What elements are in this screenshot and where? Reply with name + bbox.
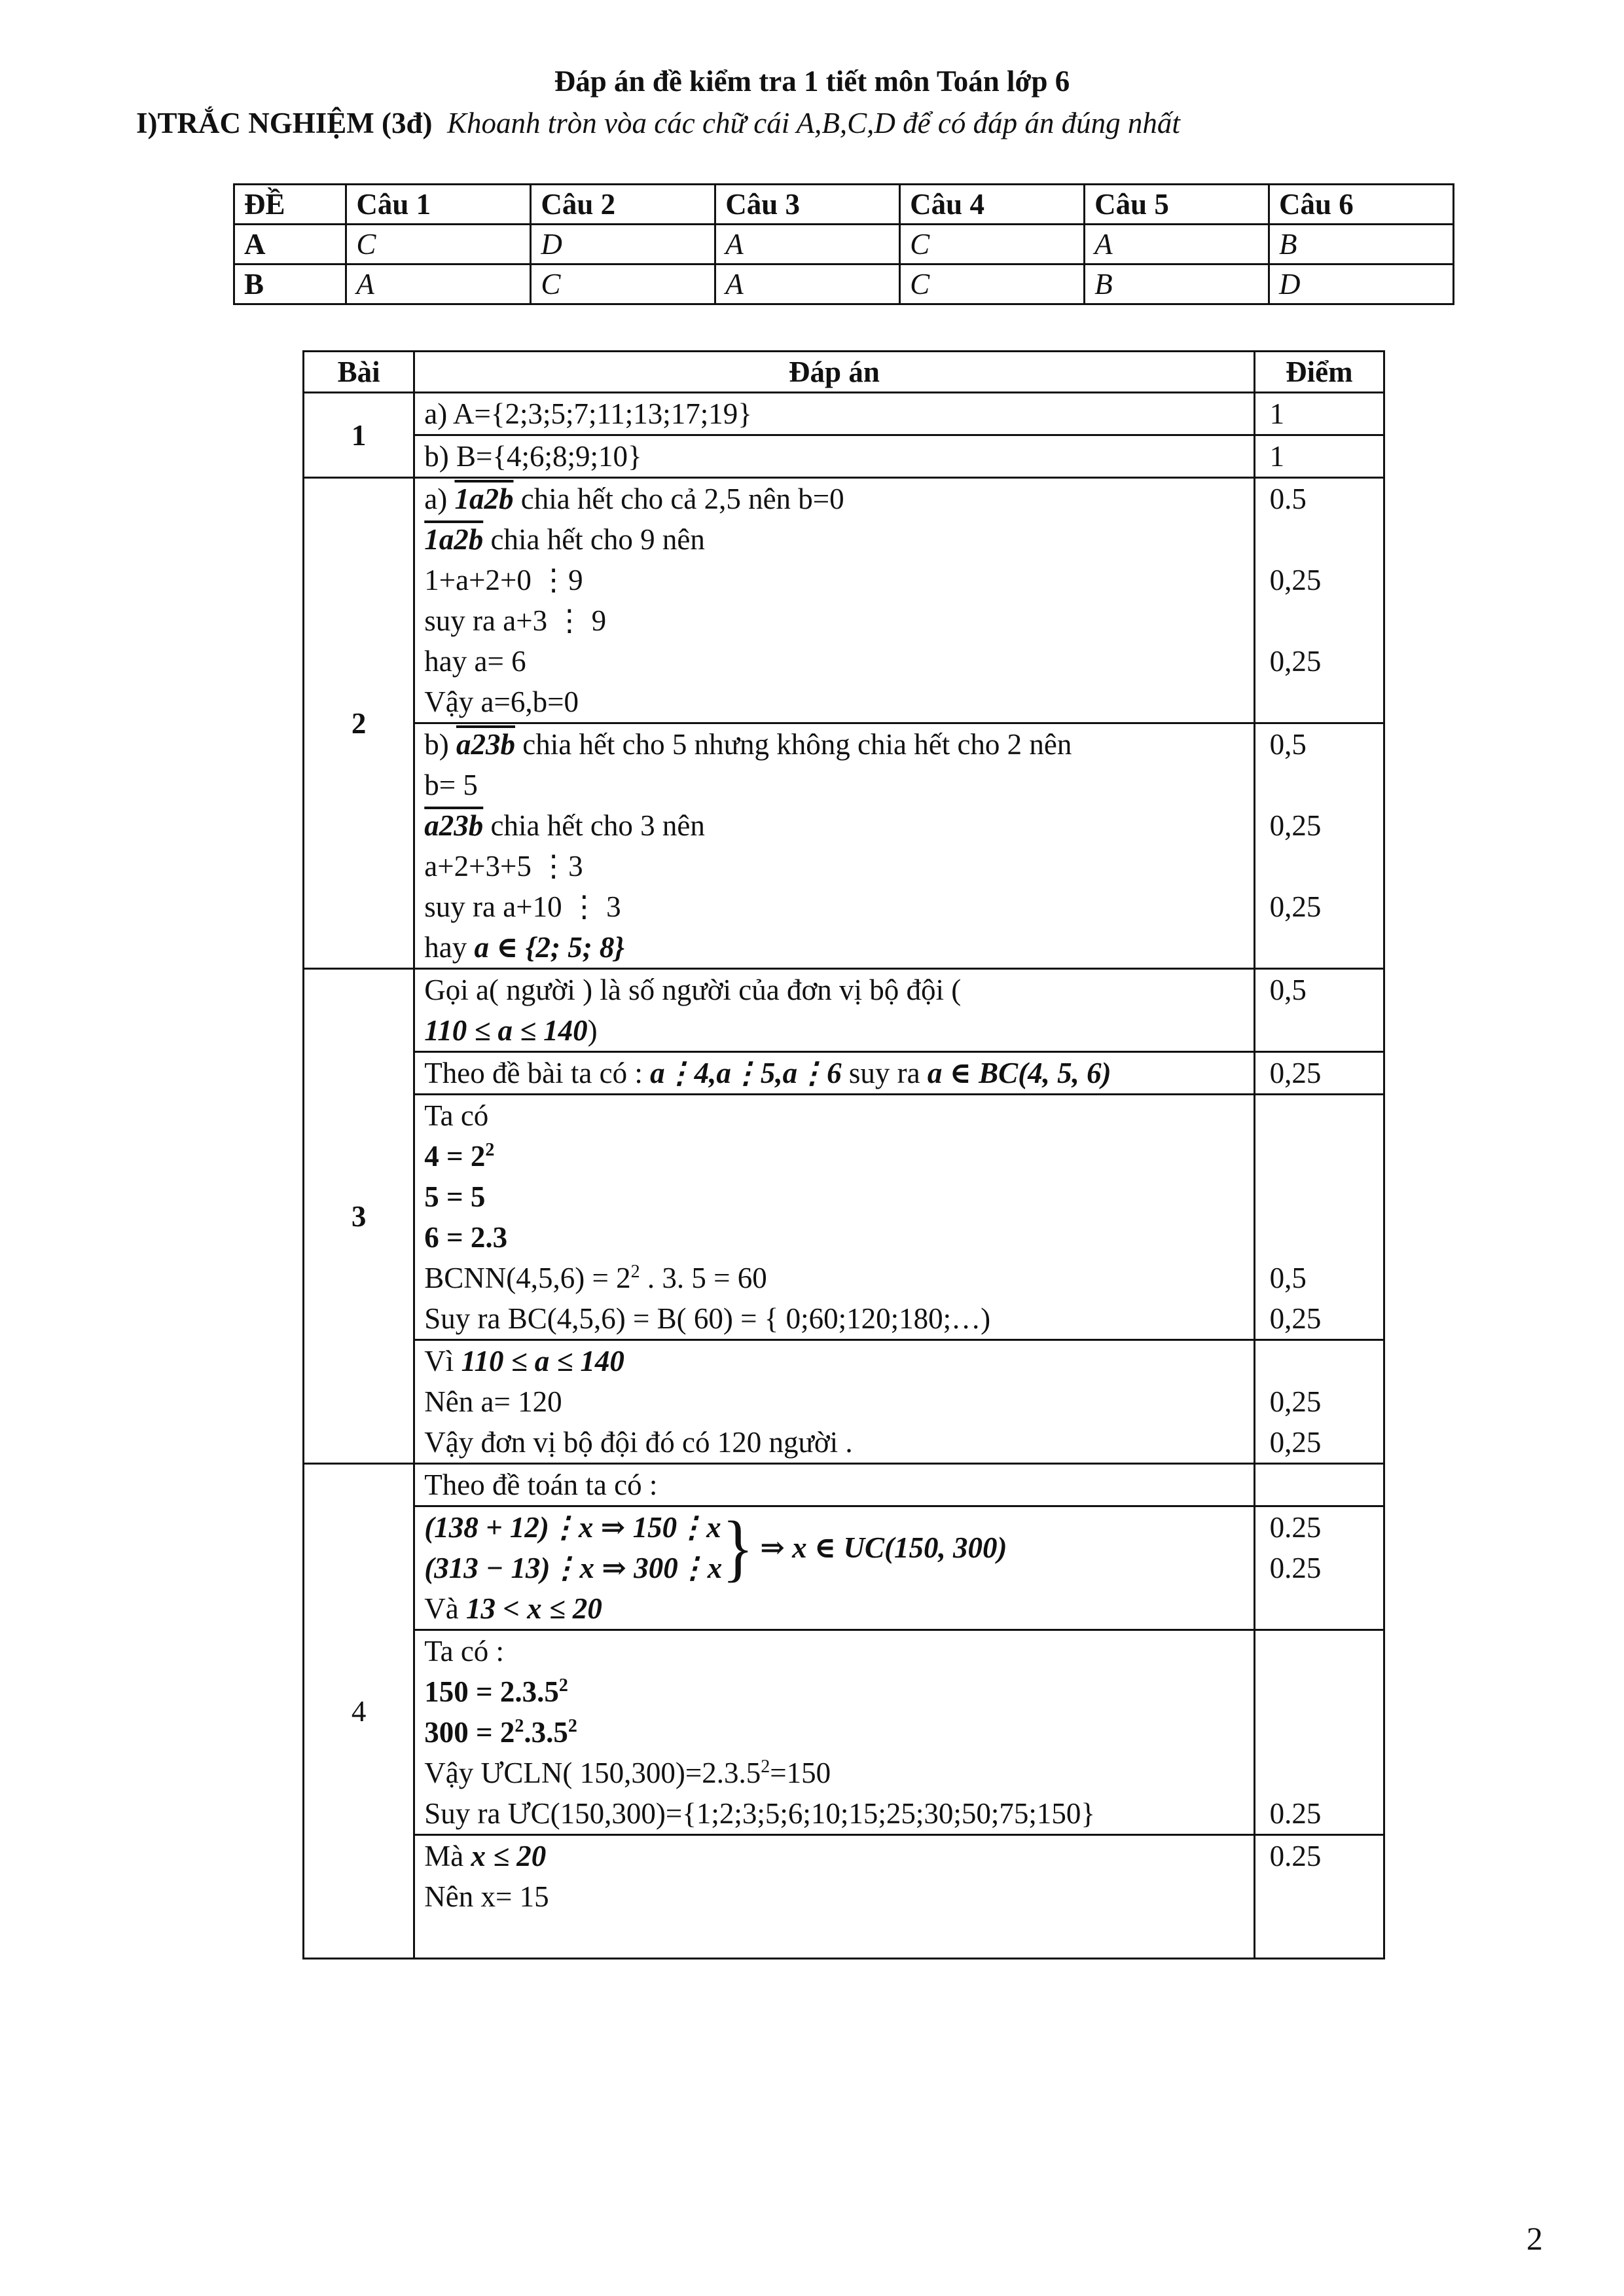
points: 0,5 xyxy=(1254,969,1384,1052)
points-empty xyxy=(1254,1464,1384,1506)
points: 0,25 xyxy=(1254,1052,1384,1095)
mc-answer-cell: A xyxy=(1085,225,1269,264)
mc-answer-cell: B xyxy=(1085,264,1269,304)
answer-line: Nên a= 120 xyxy=(424,1385,562,1418)
answer-line: suy ra a+3 ⋮ 9 xyxy=(424,604,607,637)
header-diem: Điểm xyxy=(1254,352,1384,393)
page-number: 2 xyxy=(1526,2220,1543,2257)
math-expression: 13 < x ≤ 20 xyxy=(465,1592,602,1625)
section-instruction: Khoanh tròn vòa các chữ cái A,B,C,D để có đáp án đúng nhất xyxy=(447,107,1180,139)
math-number: a23b xyxy=(456,728,515,761)
section-label: I)TRẮC NGHIỆM (3đ) xyxy=(136,107,433,139)
answer-block xyxy=(414,1630,1254,1835)
points: 0,5 xyxy=(1269,728,1307,761)
answer-line: Suy ra BC(4,5,6) = B( 60) = { 0;60;120;180;…) xyxy=(424,1302,991,1335)
answer-line xyxy=(424,1671,1253,1712)
answer-block xyxy=(414,1340,1254,1464)
brace-glyph: } xyxy=(722,1505,754,1590)
answer-fragment: Vậy ƯCLN( 150,300)=2.3.5 xyxy=(424,1757,761,1789)
mc-answer-cell: D xyxy=(1269,264,1454,304)
answer-line xyxy=(424,519,1253,560)
header-dap-an: Đáp án xyxy=(414,352,1254,393)
mc-de-cell: B xyxy=(234,264,346,304)
mc-header-cell: Câu 1 xyxy=(346,185,531,225)
bai-number: 4 xyxy=(304,1464,414,1959)
answer-line xyxy=(424,1053,1253,1093)
answer-block xyxy=(414,478,1254,723)
answer-fragment: chia hết cho 5 nhưng không chia hết cho 2 nên xyxy=(515,728,1072,761)
mc-answer-cell: A xyxy=(715,264,900,304)
points: 0,25 xyxy=(1269,809,1322,842)
points-block xyxy=(1254,1630,1384,1835)
bai3-row-3 xyxy=(304,1095,1384,1340)
mc-header-cell: ĐỀ xyxy=(234,185,346,225)
bai-number: 1 xyxy=(304,393,414,478)
bai2-row-a xyxy=(304,478,1384,723)
mc-header-cell: Câu 2 xyxy=(531,185,715,225)
mc-header-cell: Câu 6 xyxy=(1269,185,1454,225)
answer-block xyxy=(414,1095,1254,1340)
answer-line: 6 = 2.3 xyxy=(424,1221,508,1254)
math-expression: (138 + 12)⋮x ⇒ 150⋮x xyxy=(424,1511,721,1544)
answer-line: Vậy a=6,b=0 xyxy=(424,685,579,718)
answer-line xyxy=(424,1753,1253,1793)
mc-header-cell: Câu 3 xyxy=(715,185,900,225)
exponent: 2 xyxy=(630,1262,640,1282)
answer-fragment: chia hết cho 3 nên xyxy=(483,809,705,842)
mc-header-row xyxy=(234,185,1454,225)
exponent: 2 xyxy=(485,1140,495,1160)
answer-fragment: =150 xyxy=(770,1757,831,1789)
answer-header-row xyxy=(304,352,1384,393)
answer-fragment: Mà xyxy=(424,1840,471,1872)
answer-line: Vậy đơn vị bộ đội đó có 120 người . xyxy=(424,1426,853,1459)
math-number: a23b xyxy=(424,809,484,842)
math-expression: a ∈ BC(4, 5, 6) xyxy=(927,1057,1111,1089)
bai1-row-b xyxy=(304,435,1384,478)
answer-block xyxy=(414,1052,1254,1095)
math-expression: x ≤ 20 xyxy=(471,1840,547,1872)
points: 0,25 xyxy=(1269,564,1322,596)
points: 0.25 xyxy=(1254,1835,1384,1959)
mc-answer-cell: C xyxy=(531,264,715,304)
answer-line xyxy=(424,805,1253,846)
mc-answer-cell: A xyxy=(715,225,900,264)
answer-text: Theo đề toán ta có : xyxy=(414,1464,1254,1506)
answer-line: suy ra a+10 ⋮ 3 xyxy=(424,890,621,923)
answer-fragment: suy ra xyxy=(841,1057,928,1089)
exponent: 2 xyxy=(558,1675,568,1696)
points: 1 xyxy=(1254,393,1384,435)
header-bai: Bài xyxy=(304,352,414,393)
system-left xyxy=(424,1507,722,1588)
mc-row-de-a xyxy=(234,225,1454,264)
mc-row-de-b xyxy=(234,264,1454,304)
answer-block xyxy=(414,969,1254,1052)
math-expression: 150 = 2.3.5 xyxy=(424,1675,559,1708)
bai4-row-2 xyxy=(304,1506,1384,1630)
answer-line: a+2+3+5 ⋮3 xyxy=(424,850,583,883)
points-block xyxy=(1254,723,1384,969)
multiple-choice-table xyxy=(233,183,1454,305)
answer-block xyxy=(414,1835,1254,1959)
mc-de-cell: A xyxy=(234,225,346,264)
points: 0,25 xyxy=(1269,1385,1322,1418)
math-expression: 110 ≤ a ≤ 140 xyxy=(424,1014,588,1047)
answer-line: Gọi a( người ) là số người của đơn vị bộ đội ( xyxy=(424,974,962,1006)
math-expression: ⇒ x ∈ UC(150, 300) xyxy=(760,1531,1007,1564)
answer-line xyxy=(424,1136,1253,1176)
mc-answer-cell: A xyxy=(346,264,531,304)
points: 0.25 xyxy=(1269,1797,1322,1830)
answer-line xyxy=(424,927,1253,968)
answer-line xyxy=(424,1341,1253,1381)
answer-line xyxy=(424,1836,1253,1876)
exponent: 2 xyxy=(568,1716,577,1736)
answer-fragment: ) xyxy=(587,1014,598,1047)
answer-line xyxy=(424,1010,1253,1051)
answer-line xyxy=(424,1712,1253,1753)
answer-line xyxy=(424,479,1253,519)
points-block xyxy=(1254,1095,1384,1340)
section-heading xyxy=(136,106,1180,140)
bai4-row-4 xyxy=(304,1835,1384,1959)
bai4-row-1 xyxy=(304,1464,1384,1506)
exponent: 2 xyxy=(761,1757,770,1777)
mc-answer-cell: C xyxy=(900,225,1085,264)
mc-answer-cell: B xyxy=(1269,225,1454,264)
bai-number: 2 xyxy=(304,478,414,969)
mc-answer-cell: C xyxy=(900,264,1085,304)
math-number: 1a2b xyxy=(424,523,484,556)
answer-line: 5 = 5 xyxy=(424,1180,486,1213)
page-title: Đáp án đề kiểm tra 1 tiết môn Toán lớp 6 xyxy=(554,65,1070,98)
system-of-conditions xyxy=(424,1507,1253,1588)
answer-line xyxy=(424,1258,1253,1298)
points: 0.25 xyxy=(1269,1511,1322,1544)
answer-line xyxy=(424,724,1253,765)
answer-fragment: BCNN(4,5,6) = 2 xyxy=(424,1262,631,1294)
answer-block xyxy=(414,723,1254,969)
points-block xyxy=(1254,1340,1384,1464)
points: 0,25 xyxy=(1269,645,1322,678)
points: 0,25 xyxy=(1269,890,1322,923)
answer-line: 1+a+2+0 ⋮9 xyxy=(424,564,583,596)
answer-fragment: Vì xyxy=(424,1345,461,1377)
points: 0.25 xyxy=(1269,1552,1322,1584)
answer-line: b= 5 xyxy=(424,769,478,801)
math-expression: 4 = 2 xyxy=(424,1140,486,1173)
answer-fragment: chia hết cho 9 nên xyxy=(483,523,705,556)
math-expression: 110 ≤ a ≤ 140 xyxy=(461,1345,624,1377)
answer-fragment: Theo đề bài ta có : xyxy=(424,1057,651,1089)
math-number: 1a2b xyxy=(454,483,514,515)
bai-number: 3 xyxy=(304,969,414,1464)
points-block xyxy=(1254,1506,1384,1630)
answer-fragment: chia hết cho cả 2,5 nên b=0 xyxy=(513,483,844,515)
bai1-row-a xyxy=(304,393,1384,435)
answer-line: Ta có : xyxy=(424,1635,505,1667)
answer-text: a) A={2;3;5;7;11;13;17;19} xyxy=(414,393,1254,435)
math-expression: .3.5 xyxy=(524,1716,568,1749)
answer-line: Suy ra ƯC(150,300)={1;2;3;5;6;10;15;25;30;50;75;150} xyxy=(424,1797,1095,1830)
bai3-row-1 xyxy=(304,969,1384,1052)
bai3-row-4 xyxy=(304,1340,1384,1464)
mc-answer-cell: C xyxy=(346,225,531,264)
mc-answer-cell: D xyxy=(531,225,715,264)
math-expression: a⋮4,a⋮5,a⋮6 xyxy=(650,1057,842,1089)
answer-fragment: . 3. 5 = 60 xyxy=(640,1262,767,1294)
math-expression: 300 = 2 xyxy=(424,1716,515,1749)
answer-table xyxy=(302,350,1385,1959)
points: 0.5 xyxy=(1269,483,1307,515)
answer-line: Nên x= 15 xyxy=(424,1880,549,1913)
points: 0,25 xyxy=(1269,1426,1322,1459)
points-block xyxy=(1254,478,1384,723)
answer-fragment: b) xyxy=(424,728,456,761)
points: 1 xyxy=(1254,435,1384,478)
bai3-row-2 xyxy=(304,1052,1384,1095)
exponent: 2 xyxy=(514,1716,524,1736)
math-expression: (313 − 13)⋮x ⇒ 300⋮x xyxy=(424,1552,723,1584)
answer-line: Ta có xyxy=(424,1099,489,1132)
points: 0,5 xyxy=(1269,1262,1307,1294)
math-expression: a ∈ {2; 5; 8} xyxy=(474,931,625,964)
points: 0,25 xyxy=(1269,1302,1322,1335)
bai2-row-b xyxy=(304,723,1384,969)
mc-header-cell: Câu 4 xyxy=(900,185,1085,225)
answer-fragment: a) xyxy=(424,483,455,515)
bai4-row-3 xyxy=(304,1630,1384,1835)
answer-fragment: hay xyxy=(424,931,475,964)
mc-header-cell: Câu 5 xyxy=(1085,185,1269,225)
answer-block xyxy=(414,1506,1254,1630)
answer-fragment: Và xyxy=(424,1592,466,1625)
answer-text: b) B={4;6;8;9;10} xyxy=(414,435,1254,478)
answer-line: hay a= 6 xyxy=(424,645,526,678)
answer-line xyxy=(424,1588,1253,1629)
